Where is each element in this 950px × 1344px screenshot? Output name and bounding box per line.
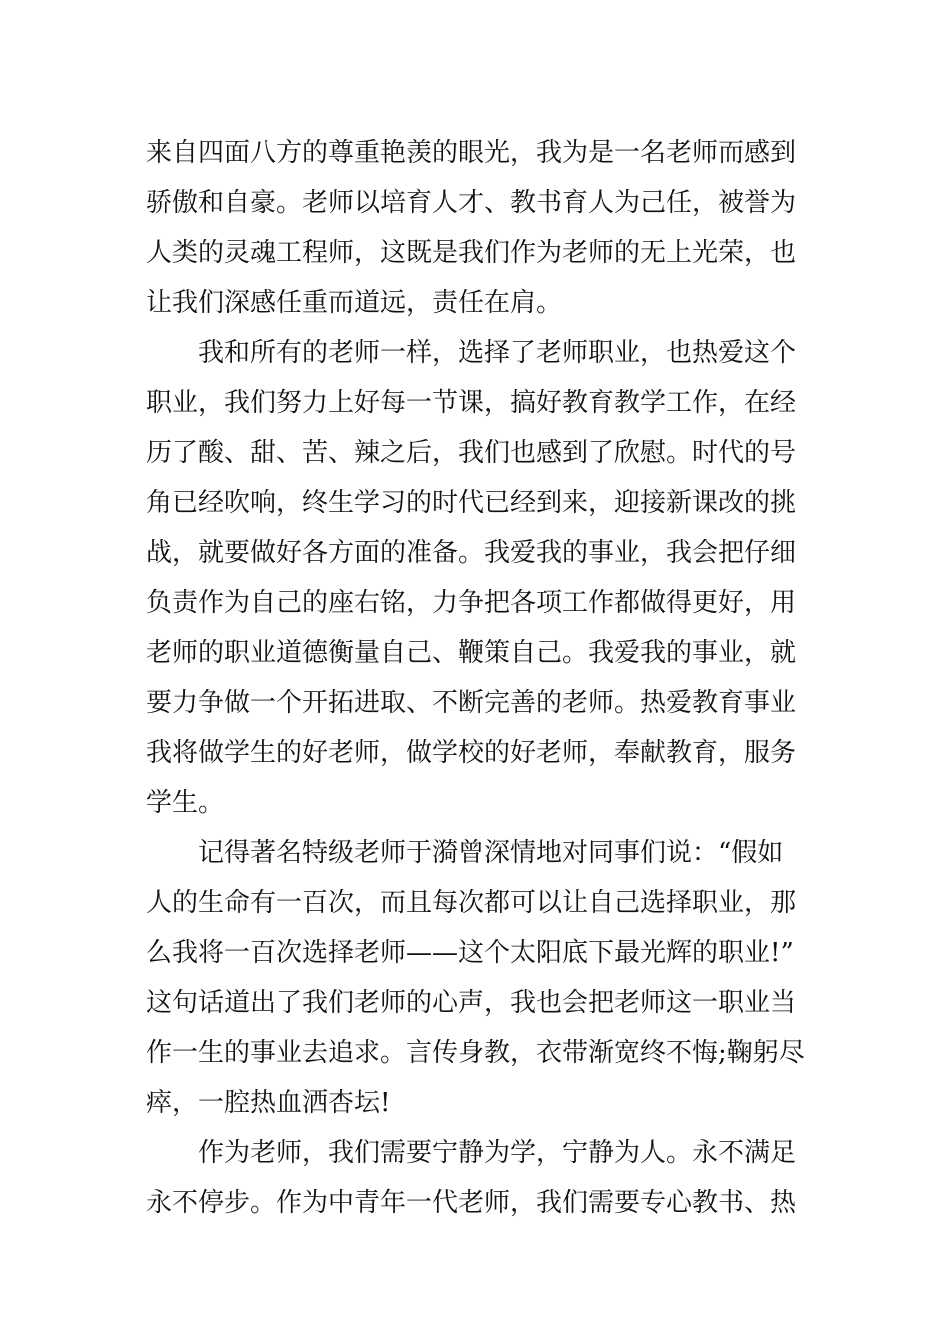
text-line: 老师的职业道德衡量自己、鞭策自己。我爱我的事业，就 xyxy=(146,638,797,668)
text-line: 战，就要做好各方面的准备。我爱我的事业，我会把仔细 xyxy=(146,538,797,568)
text-line: 么我将一百次选择老师——这个太阳底下最光辉的职业!” xyxy=(146,938,794,968)
text-line: 让我们深感任重而道远，责任在肩。 xyxy=(146,288,563,318)
paragraph-start-line: 作为老师，我们需要宁静为学，宁静为人。永不满足 xyxy=(198,1138,797,1168)
text-line: 骄傲和自豪。老师以培育人才、教书育人为己任，被誉为 xyxy=(146,188,797,218)
text-line: 这句话道出了我们老师的心声，我也会把老师这一职业当 xyxy=(146,988,797,1018)
text-line: 作一生的事业去追求。言传身教，衣带渐宽终不悔;鞠躬尽 xyxy=(146,1038,805,1068)
text-line: 人类的灵魂工程师，这既是我们作为老师的无上光荣，也 xyxy=(146,238,797,268)
body-text xyxy=(146,128,816,1228)
paragraph-start-line: 我和所有的老师一样，选择了老师职业，也热爱这个 xyxy=(198,338,797,368)
text-line: 职业，我们努力上好每一节课，搞好教育教学工作，在经 xyxy=(146,388,797,418)
text-line: 负责作为自己的座右铭，力争把各项工作都做得更好，用 xyxy=(146,588,797,618)
text-line: 角已经吹响，终生学习的时代已经到来，迎接新课改的挑 xyxy=(146,488,797,518)
text-line: 来自四面八方的尊重艳羡的眼光，我为是一名老师而感到 xyxy=(146,138,797,168)
text-line: 永不停步。作为中青年一代老师，我们需要专心教书、热 xyxy=(146,1188,797,1218)
text-line: 瘁，一腔热血洒杏坛! xyxy=(146,1088,391,1118)
paragraph-start-line: 记得著名特级老师于漪曾深情地对同事们说：“假如 xyxy=(198,838,784,868)
text-line: 学生。 xyxy=(146,788,225,818)
text-line: 历了酸、甜、苦、辣之后，我们也感到了欣慰。时代的号 xyxy=(146,438,797,468)
text-line: 我将做学生的好老师，做学校的好老师，奉献教育，服务 xyxy=(146,738,797,768)
text-line: 人的生命有一百次，而且每次都可以让自己选择职业，那 xyxy=(146,888,797,918)
text-line: 要力争做一个开拓进取、不断完善的老师。热爱教育事业 xyxy=(146,688,797,718)
